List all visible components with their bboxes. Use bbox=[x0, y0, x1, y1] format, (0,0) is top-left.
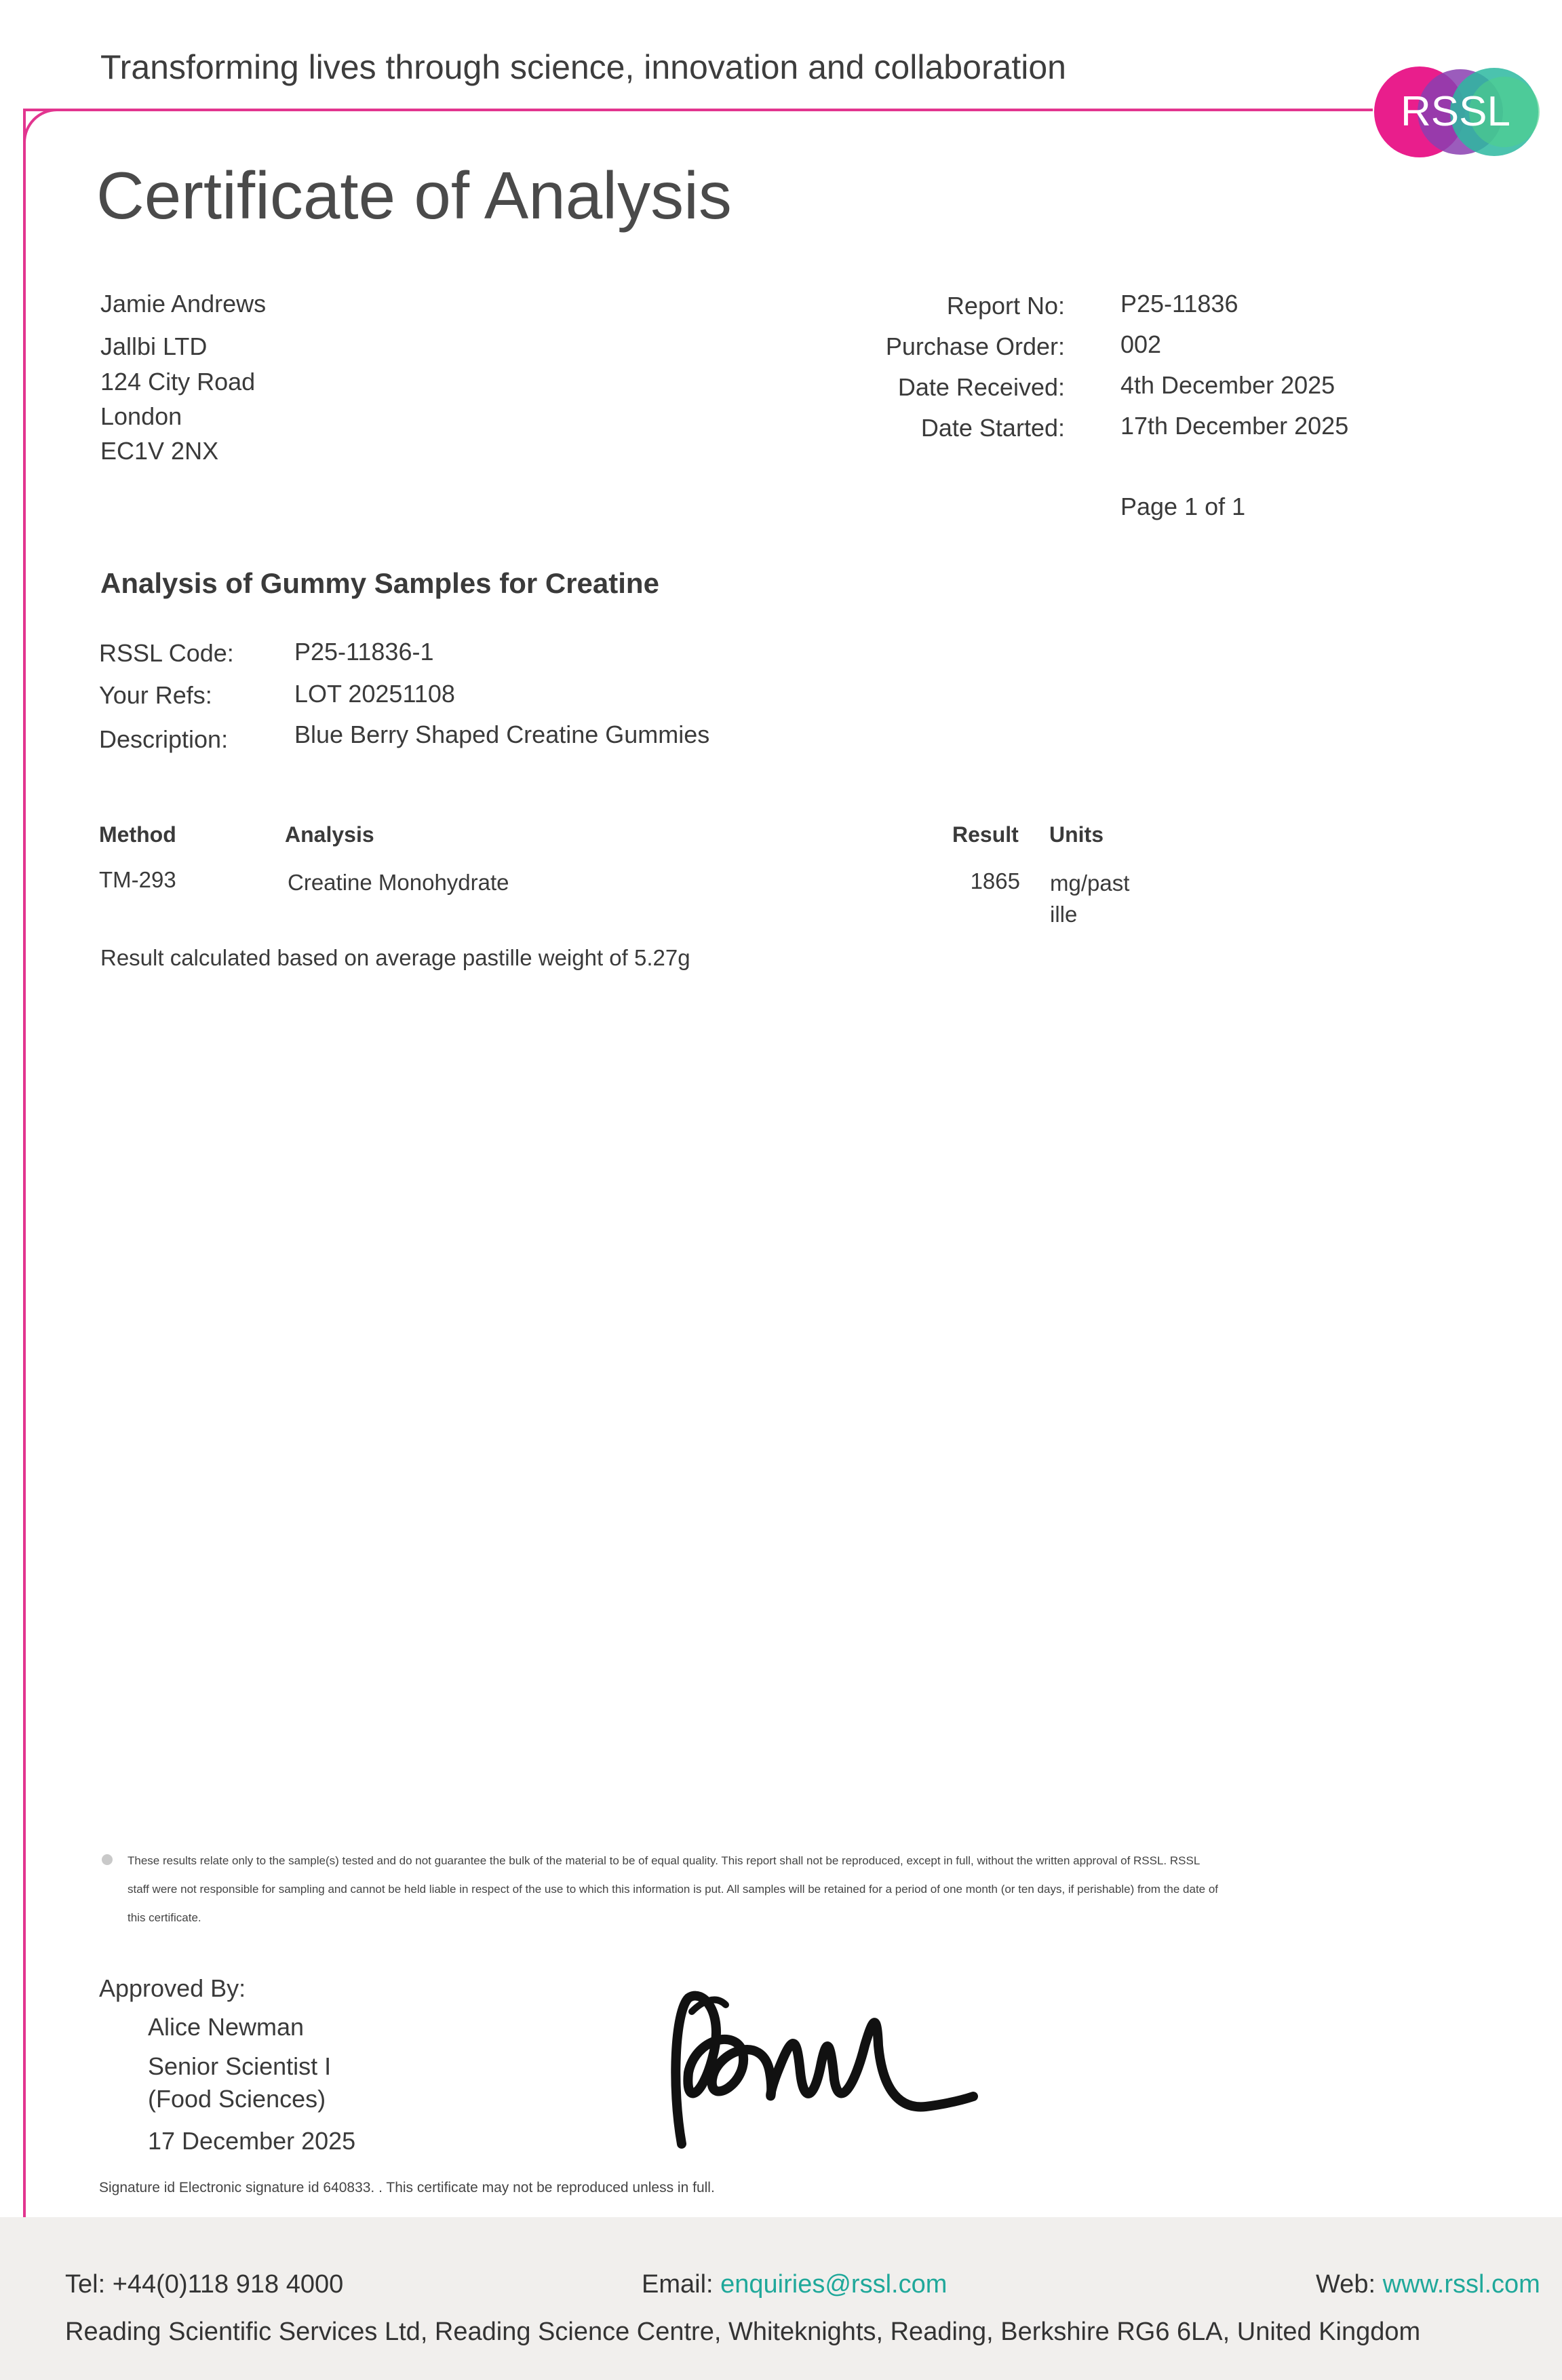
col-header-result: Result bbox=[952, 822, 1019, 847]
row-result: 1865 bbox=[970, 868, 1020, 894]
logo-text: RSSL bbox=[1401, 88, 1510, 135]
approval-date: 17 December 2025 bbox=[148, 2127, 356, 2155]
report-no-value: P25-11836 bbox=[1120, 290, 1238, 318]
date-received-value: 4th December 2025 bbox=[1120, 371, 1335, 399]
purchase-order-label: Purchase Order: bbox=[885, 332, 1065, 360]
result-note: Result calculated based on average pastille weight of 5.27g bbox=[100, 945, 690, 970]
signature-image bbox=[661, 1971, 1000, 2168]
row-analysis: Creatine Monohydrate bbox=[288, 870, 509, 895]
description-value: Blue Berry Shaped Creatine Gummies bbox=[294, 721, 710, 748]
date-received-label: Date Received: bbox=[897, 373, 1065, 401]
row-units-line1: mg/past bbox=[1050, 870, 1130, 896]
purchase-order-value: 002 bbox=[1120, 330, 1162, 358]
rssl-code-label: RSSL Code: bbox=[99, 639, 234, 667]
disclaimer-line-1: These results relate only to the sample(s) tested and do not guarantee the bulk of the material to be of equal quality. This report shall not be reproduced, except in full, without the written approval of RSSL. RSSL bbox=[128, 1854, 1200, 1867]
signature-note: Signature id Electronic signature id 640833. . This certificate may not be reproduced unless in full. bbox=[99, 2180, 715, 2195]
col-header-analysis: Analysis bbox=[285, 822, 374, 847]
recipient-company: Jallbi LTD bbox=[100, 332, 208, 360]
description-label: Description: bbox=[99, 725, 229, 753]
document-title: Certificate of Analysis bbox=[96, 158, 732, 233]
footer-web-link[interactable]: www.rssl.com bbox=[1382, 2270, 1540, 2299]
footer-address: Reading Scientific Services Ltd, Reading Science Centre, Whiteknights, Reading, Berkshire RG6 6LA, United Kingdom bbox=[65, 2318, 1421, 2346]
disclaimer-bullet bbox=[102, 1854, 113, 1865]
recipient-name: Jamie Andrews bbox=[100, 290, 267, 318]
report-no-label: Report No: bbox=[946, 292, 1065, 320]
recipient-city: London bbox=[100, 402, 182, 430]
border-corner bbox=[23, 109, 64, 149]
disclaimer-line-3: this certificate. bbox=[128, 1911, 201, 1924]
footer-tel: Tel: +44(0)118 918 4000 bbox=[65, 2270, 344, 2299]
col-header-units: Units bbox=[1049, 822, 1104, 847]
recipient-street: 124 City Road bbox=[100, 368, 256, 396]
row-method: TM-293 bbox=[99, 867, 176, 892]
recipient-postcode: EC1V 2NX bbox=[100, 437, 219, 465]
footer-email-link[interactable]: enquiries@rssl.com bbox=[720, 2270, 948, 2299]
approver-name: Alice Newman bbox=[148, 2013, 305, 2041]
footer-web-label: Web: bbox=[1316, 2270, 1376, 2299]
date-started-value: 17th December 2025 bbox=[1120, 412, 1349, 440]
footer bbox=[0, 2217, 1562, 2380]
rssl-code-value: P25-11836-1 bbox=[294, 638, 434, 666]
tagline: Transforming lives through science, innovation and collaboration bbox=[100, 48, 1066, 86]
analysis-heading: Analysis of Gummy Samples for Creatine bbox=[100, 567, 659, 599]
your-refs-value: LOT 20251108 bbox=[294, 680, 455, 708]
disclaimer-line-2: staff were not responsible for sampling and cannot be held liable in respect of the use to which this information is put. All samples will be retained for a period of one month (or ten days, if perishable) from the date of bbox=[128, 1883, 1219, 1896]
footer-email-label: Email: bbox=[642, 2270, 714, 2299]
row-units-line2: ille bbox=[1050, 902, 1078, 927]
approver-title-line2: (Food Sciences) bbox=[148, 2085, 326, 2113]
page-number: Page 1 of 1 bbox=[1120, 493, 1246, 520]
approver-title-line1: Senior Scientist I bbox=[148, 2052, 332, 2080]
date-started-label: Date Started: bbox=[920, 414, 1065, 442]
col-header-method: Method bbox=[99, 822, 176, 847]
your-refs-label: Your Refs: bbox=[99, 681, 212, 709]
border-left-line bbox=[23, 109, 26, 2225]
footer-web bbox=[1316, 2270, 1540, 2299]
approved-by-label: Approved By: bbox=[99, 1974, 246, 2002]
border-top-line bbox=[23, 109, 1373, 111]
rssl-logo bbox=[1369, 64, 1542, 159]
footer-email bbox=[642, 2270, 947, 2299]
